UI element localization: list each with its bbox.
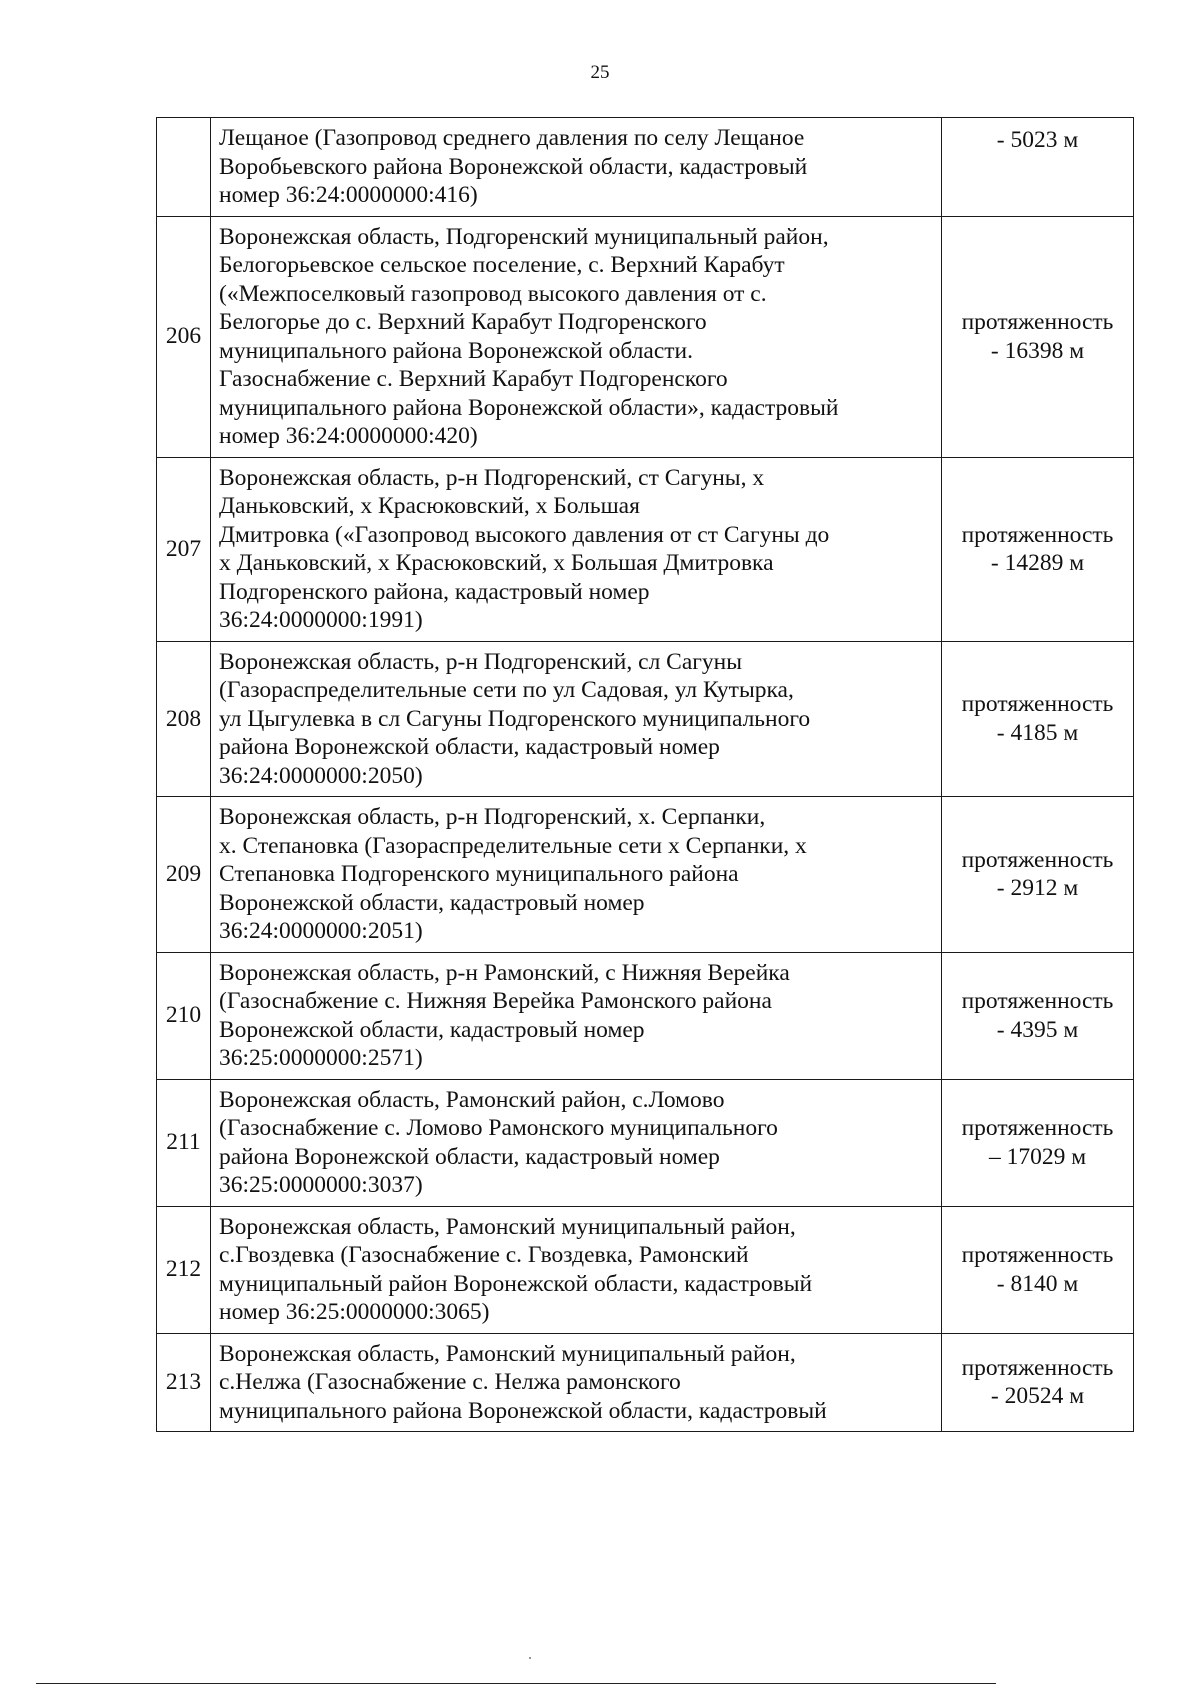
pipeline-length bbox=[942, 216, 1134, 457]
bottom-rule bbox=[36, 1683, 996, 1684]
gas-pipeline-registry-table bbox=[156, 117, 1134, 1432]
description-line: Воронежская область, р-н Подгоренский, сл Сагуны bbox=[219, 648, 743, 675]
pipeline-length bbox=[942, 952, 1134, 1079]
description-line: Дмитровка («Газопровод высокого давления от ст Сагуны до bbox=[219, 521, 830, 548]
table-row bbox=[157, 797, 1134, 953]
scan-speck bbox=[529, 1657, 531, 1659]
pipeline-length bbox=[942, 457, 1134, 641]
description-line: (Газоснабжение с. Ломово Рамонского муниципального bbox=[219, 1115, 778, 1141]
length-line: - 8140 м bbox=[996, 1270, 1079, 1297]
description-line: муниципального района Воронежской области, кадастровый bbox=[219, 1397, 827, 1424]
description-line: с.Гвоздевка (Газоснабжение с. Гвоздевка, Рамонский bbox=[219, 1242, 749, 1268]
description-line: номер 36:25:0000000:3065) bbox=[219, 1299, 490, 1325]
description-line: с.Нелжа (Газоснабжение с. Нелжа рамонского bbox=[219, 1369, 681, 1395]
description-line: Воронежской области, кадастровый номер bbox=[219, 889, 645, 916]
page-number: 25 bbox=[590, 62, 610, 83]
description-line: Газоснабжение с. Верхний Карабут Подгоренского bbox=[219, 366, 728, 392]
description-line: 36:24:0000000:1991) bbox=[219, 607, 423, 633]
length-line: протяженность bbox=[961, 846, 1114, 873]
description-line: района Воронежской области, кадастровый номер bbox=[219, 734, 720, 760]
pipeline-length bbox=[942, 1206, 1134, 1333]
row-number: 210 bbox=[157, 952, 211, 1079]
length-line: - 2912 м bbox=[996, 875, 1079, 902]
row-number: 206 bbox=[157, 216, 211, 457]
description-line: Воронежская область, р-н Подгоренский, х. Серпанки, bbox=[219, 804, 766, 830]
registry-table-body bbox=[157, 118, 1134, 1432]
object-description bbox=[211, 797, 942, 953]
description-line: Воронежской области, кадастровый номер bbox=[219, 1016, 645, 1043]
object-description bbox=[211, 952, 942, 1079]
length-line: - 4395 м bbox=[996, 1016, 1079, 1043]
description-line: Даньковский, х Красюковский, х Большая bbox=[219, 493, 640, 519]
object-description bbox=[211, 641, 942, 797]
description-line: (Газораспределительные сети по ул Садовая, ул Кутырка, bbox=[219, 677, 794, 703]
length-line: - 16398 м bbox=[990, 337, 1085, 364]
description-line: х. Степановка (Газораспределительные сети х Серпанки, х bbox=[219, 832, 807, 859]
pipeline-length bbox=[942, 641, 1134, 797]
row-number: 211 bbox=[157, 1079, 211, 1206]
description-line: муниципального района Воронежской области», кадастровый bbox=[219, 394, 839, 421]
table-row bbox=[157, 118, 1134, 217]
length-line: - 5023 м bbox=[996, 127, 1079, 153]
description-line: муниципального района Воронежской области. bbox=[219, 337, 694, 364]
table-row bbox=[157, 641, 1134, 797]
pipeline-length bbox=[942, 1333, 1134, 1432]
description-line: Воронежская область, Рамонский муниципальный район, bbox=[219, 1213, 796, 1240]
length-line: протяженность bbox=[961, 1354, 1114, 1381]
description-line: (Газоснабжение с. Нижняя Верейка Рамонского района bbox=[219, 988, 772, 1014]
description-line: Подгоренского района, кадастровый номер bbox=[219, 578, 650, 605]
description-line: («Межпоселковый газопровод высокого давления от с. bbox=[219, 280, 767, 307]
description-line: Белогорьевское сельское поселение, с. Верхний Карабут bbox=[219, 252, 785, 278]
row-number: 208 bbox=[157, 641, 211, 797]
description-line: 36:25:0000000:2571) bbox=[219, 1045, 423, 1071]
pipeline-length bbox=[942, 1079, 1134, 1206]
row-number bbox=[157, 118, 211, 217]
object-description bbox=[211, 1333, 942, 1432]
description-line: Степановка Подгоренского муниципального района bbox=[219, 861, 739, 887]
description-line: Воронежская область, р-н Подгоренский, ст Сагуны, х bbox=[219, 464, 765, 491]
description-line: Воронежская область, Рамонский район, с.Ломово bbox=[219, 1086, 725, 1113]
description-line: х Даньковский, х Красюковский, х Большая Дмитровка bbox=[219, 550, 774, 576]
description-line: Воронежская область, Подгоренский муниципальный район, bbox=[219, 223, 829, 250]
description-line: муниципальный район Воронежской области, кадастровый bbox=[219, 1270, 813, 1297]
length-line: протяженность bbox=[961, 1115, 1114, 1141]
length-line: протяженность bbox=[961, 309, 1114, 335]
length-line: протяженность bbox=[961, 988, 1114, 1014]
description-line: 36:25:0000000:3037) bbox=[219, 1172, 423, 1198]
description-line: номер 36:24:0000000:416) bbox=[219, 182, 478, 208]
object-description bbox=[211, 1079, 942, 1206]
object-description bbox=[211, 216, 942, 457]
description-line: номер 36:24:0000000:420) bbox=[219, 423, 478, 449]
length-line: - 20524 м bbox=[990, 1383, 1085, 1410]
description-line: Воронежская область, Рамонский муниципальный район, bbox=[219, 1340, 796, 1367]
table-row bbox=[157, 1079, 1134, 1206]
description-line: Лещаное (Газопровод среднего давления по селу Лещаное bbox=[219, 125, 805, 151]
table-row bbox=[157, 457, 1134, 641]
pipeline-length bbox=[942, 118, 1134, 217]
description-line: 36:24:0000000:2051) bbox=[219, 918, 423, 944]
length-line: - 14289 м bbox=[990, 550, 1085, 576]
table-row bbox=[157, 216, 1134, 457]
object-description bbox=[211, 457, 942, 641]
table-row bbox=[157, 1206, 1134, 1333]
length-line: - 4185 м bbox=[996, 719, 1079, 746]
description-line: Воробьевского района Воронежской области, кадастровый bbox=[219, 153, 808, 180]
object-description bbox=[211, 1206, 942, 1333]
object-description bbox=[211, 118, 942, 217]
description-line: Белогорье до с. Верхний Карабут Подгоренского bbox=[219, 309, 707, 335]
description-line: 36:24:0000000:2050) bbox=[219, 762, 423, 789]
row-number: 209 bbox=[157, 797, 211, 953]
description-line: района Воронежской области, кадастровый номер bbox=[219, 1143, 720, 1170]
pipeline-length bbox=[942, 797, 1134, 953]
row-number: 212 bbox=[157, 1206, 211, 1333]
length-line: – 17029 м bbox=[988, 1143, 1087, 1170]
description-line: ул Цыгулевка в сл Сагуны Подгоренского муниципального bbox=[219, 705, 811, 732]
table-row bbox=[157, 952, 1134, 1079]
length-line: протяженность bbox=[961, 521, 1114, 548]
length-line: протяженность bbox=[961, 691, 1114, 718]
length-line: протяженность bbox=[961, 1242, 1114, 1268]
description-line: Воронежская область, р-н Рамонский, с Нижняя Верейка bbox=[219, 959, 790, 986]
row-number: 207 bbox=[157, 457, 211, 641]
row-number: 213 bbox=[157, 1333, 211, 1432]
table-row bbox=[157, 1333, 1134, 1432]
